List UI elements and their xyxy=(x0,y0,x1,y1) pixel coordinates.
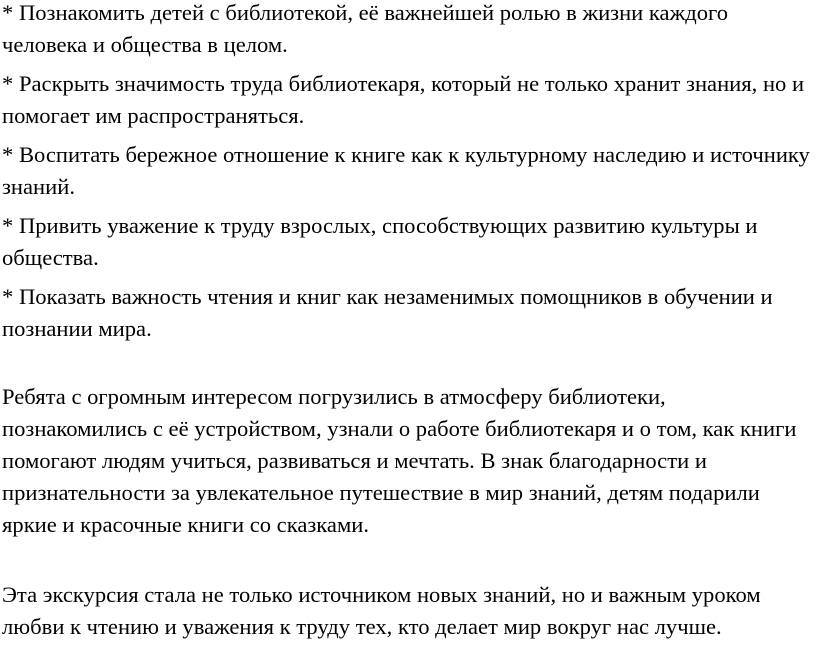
spacer xyxy=(2,541,810,579)
goal-item-3: * Воспитать бережное отношение к книге как к культурному наследию и источнику знаний. xyxy=(2,142,810,199)
spacer xyxy=(2,345,810,381)
goal-item-5: * Показать важность чтения и книг как незаменимых помощников в обучении и познании мира. xyxy=(2,284,773,341)
conclusion-paragraph: Эта экскурсия стала не только источником новых знаний, но и важным уроком любви к чтению и уважения к труду тех, кто делает мир вокруг нас лучше. xyxy=(2,582,761,639)
excursion-paragraph: Ребята с огромным интересом погрузились в атмосферу библиотеки, познакомились с её устройством, узнали о работе библиотекаря и о том, как книги помогают людям учиться, развиваться и мечтать. В знак благодарности и признательности за увлекательное путешествие в мир знаний, детям подарили яркие и красочные книги со сказками. xyxy=(2,384,797,537)
goal-item-2: * Раскрыть значимость труда библиотекаря, который не только хранит знания, но и помогает им распространяться. xyxy=(2,71,805,128)
goal-item-4: * Привить уважение к труду взрослых, способствующих развитию культуры и общества. xyxy=(2,213,758,270)
goal-item-1: * Познакомить детей с библиотекой, её важнейшей ролью в жизни каждого человека и общества в целом. xyxy=(2,0,728,57)
